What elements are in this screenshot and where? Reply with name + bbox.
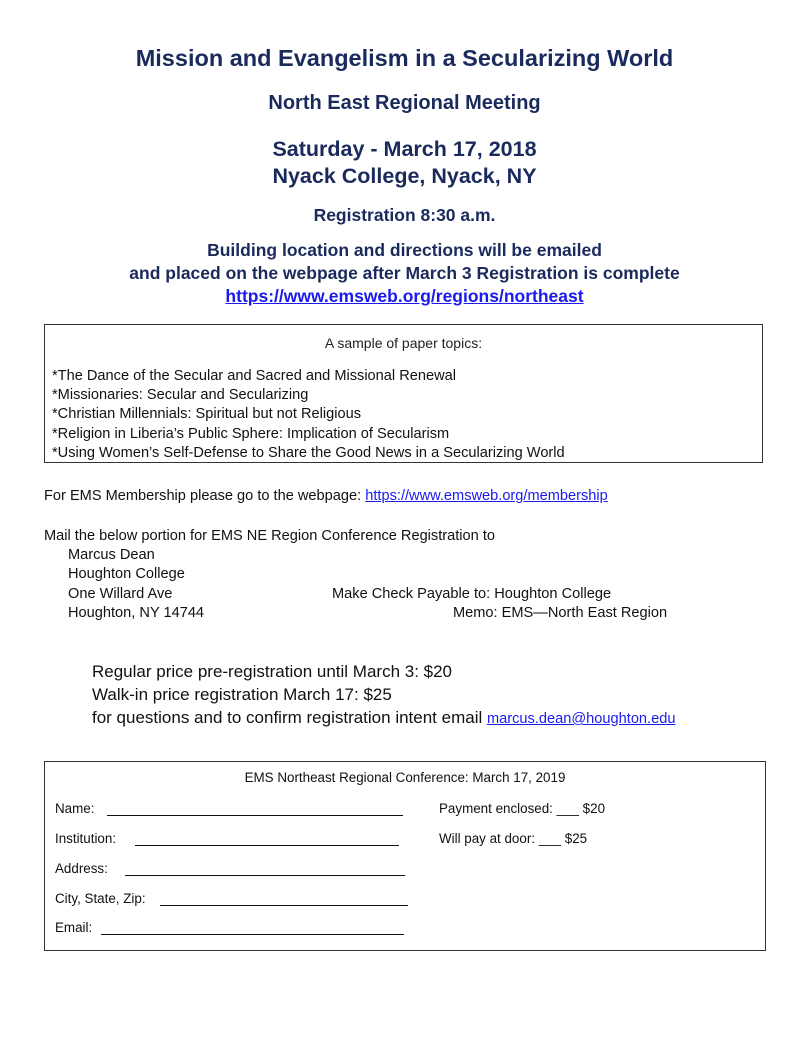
- institution-label: Institution:: [55, 831, 117, 846]
- institution-field[interactable]: [135, 845, 399, 846]
- email-label: Email:: [55, 920, 93, 935]
- name-label: Name:: [55, 801, 95, 816]
- event-info: [0, 136, 809, 190]
- paper-topics-box: [44, 324, 763, 463]
- topic-item: *Missionaries: Secular and Secularizing: [52, 387, 309, 404]
- registration-time: Registration 8:30 a.m.: [313, 205, 496, 225]
- payment-enclosed-option[interactable]: Payment enclosed: ___ $20: [439, 801, 606, 816]
- regular-price: Regular price pre-registration until March 3: $20: [92, 662, 453, 681]
- topics-caption: A sample of paper topics:: [324, 335, 483, 351]
- check-memo: Memo: EMS—North East Region: [453, 605, 668, 621]
- mail-address-line: Marcus Dean: [68, 547, 155, 563]
- notice-line-2: and placed on the webpage after March 3 Registration is complete: [129, 263, 680, 283]
- name-field[interactable]: [107, 815, 403, 816]
- event-location: Nyack College, Nyack, NY: [272, 164, 537, 188]
- walkin-price: Walk-in price registration March 17: $25: [92, 685, 392, 704]
- city-state-zip-field[interactable]: [160, 905, 408, 906]
- form-caption: EMS Northeast Regional Conference: March 17, 2019: [244, 770, 566, 785]
- topic-item: *The Dance of the Secular and Sacred and Missional Renewal: [52, 368, 456, 384]
- page-subtitle: North East Regional Meeting: [268, 92, 541, 114]
- region-webpage-link[interactable]: https://www.emsweb.org/regions/northeast: [225, 286, 584, 306]
- city-state-zip-label: City, State, Zip:: [55, 891, 146, 906]
- email-field[interactable]: [101, 934, 404, 935]
- mail-intro: Mail the below portion for EMS NE Region Conference Registration to: [44, 528, 496, 544]
- membership-text: For EMS Membership please go to the webpage:: [44, 488, 362, 504]
- mail-address-line: One Willard Ave: [68, 586, 173, 602]
- topics-list: [52, 367, 565, 463]
- membership-link[interactable]: https://www.emsweb.org/membership: [365, 488, 608, 504]
- contact-email-link[interactable]: marcus.dean@houghton.edu: [487, 711, 676, 727]
- questions-text: for questions and to confirm registration intent email: [92, 708, 483, 727]
- topic-item: *Using Women’s Self-Defense to Share the Good News in a Secularizing World: [52, 444, 565, 461]
- registration-form: [44, 761, 766, 951]
- address-label: Address:: [55, 861, 108, 876]
- event-date: Saturday - March 17, 2018: [272, 137, 537, 161]
- page-title: Mission and Evangelism in a Secularizing World: [135, 45, 674, 71]
- notice-line-1: Building location and directions will be emailed: [207, 240, 602, 260]
- mail-address-line: Houghton, NY 14744: [68, 605, 205, 621]
- topic-item: *Religion in Liberia’s Public Sphere: Implication of Secularism: [52, 425, 450, 442]
- address-field[interactable]: [125, 875, 405, 876]
- pay-at-door-option[interactable]: Will pay at door: ___ $25: [439, 831, 588, 846]
- check-payable: Make Check Payable to: Houghton College: [332, 586, 612, 602]
- topic-item: *Christian Millennials: Spiritual but not Religious: [52, 406, 362, 423]
- mail-address-line: Houghton College: [68, 566, 185, 582]
- questions-line: [92, 708, 675, 728]
- directions-notice: [0, 239, 809, 308]
- membership-line: [44, 488, 608, 504]
